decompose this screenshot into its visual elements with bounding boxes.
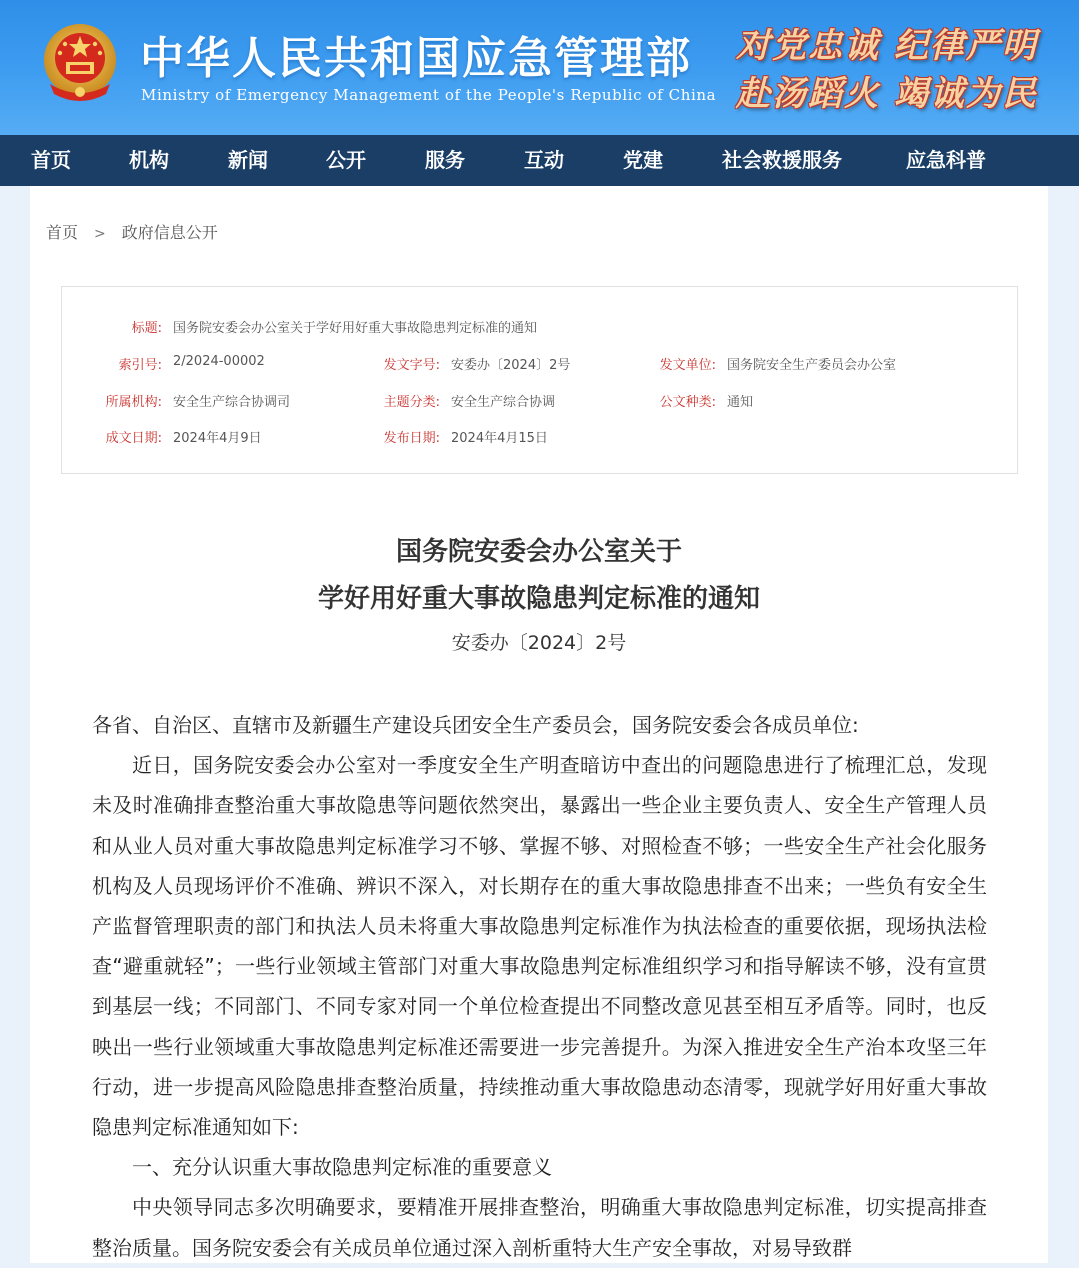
main-nav xyxy=(0,135,1079,186)
document-metadata xyxy=(61,286,1018,474)
nav-item-party[interactable]: 党建 xyxy=(623,148,663,172)
meta-written-label: 成文日期: xyxy=(105,431,162,446)
document-title-line-1: 国务院安委会办公室关于 xyxy=(395,537,682,567)
breadcrumb-current[interactable]: 政府信息公开 xyxy=(121,223,218,242)
meta-docno-value: 安委办〔2024〕2号 xyxy=(451,358,571,373)
meta-index-value: 2/2024-00002 xyxy=(173,354,265,369)
meta-org-label: 所属机构: xyxy=(105,395,162,410)
breadcrumb-home[interactable]: 首页 xyxy=(46,223,79,242)
meta-issuer-label: 发文单位: xyxy=(659,358,716,373)
document-paragraph-2: 中央领导同志多次明确要求，要精准开展排查整治，明确重大事故隐患判定标准，切实提高排查整治质量。国务院安委会有关成员单位通过深入剖析重特大生产安全事故，对易导致群 xyxy=(92,1195,987,1260)
meta-topic-label: 主题分类: xyxy=(383,395,440,410)
nav-item-social-rescue[interactable]: 社会救援服务 xyxy=(722,148,842,172)
site-title[interactable]: 中华人民共和国应急管理部 xyxy=(140,33,692,84)
meta-type-label: 公文种类: xyxy=(659,395,716,410)
meta-docno-label: 发文字号: xyxy=(383,358,440,373)
content-panel xyxy=(30,186,1048,1263)
breadcrumb-separator: > xyxy=(94,226,106,242)
document-paragraph-1: 近日，国务院安委会办公室对一季度安全生产明查暗访中查出的问题隐患进行了梳理汇总，发现未及时准确排查整治重大事故隐患等问题依然突出，暴露出一些企业主要负责人、安全生产管理人员和从业人员对重大事故隐患判定标准学习不够、掌握不够、对照检查不够；一些安全生产社会化服务机构及人员现场评价不准确、辨识不深入，对长期存在的重大事故隐患排查不出来；一些负有安全生产监督管理职责的部门和执法人员未将重大事故隐患判定标准作为执法检查的重要依据，现场执法检查“避重就轻”；一些行业领域主管部门对重大事故隐患判定标准组织学习和指导解读不够，没有宣贯到基层一线；不同部门、不同专家对同一个单位检查提出不同整改意见甚至相互矛盾等。同时，也反映出一些行业领域重大事故隐患判定标准还需要进一步完善提升。为深入推进安全生产治本攻坚三年行动，进一步提高风险隐患排查整治质量，持续推动重大事故隐患动态清零，现就学好用好重大事故隐患判定标准通知如下: xyxy=(92,753,987,1140)
nav-item-news[interactable]: 新闻 xyxy=(228,148,268,172)
meta-org-value: 安全生产综合协调司 xyxy=(173,395,291,410)
document-number: 安委办〔2024〕2号 xyxy=(451,632,627,654)
document-salutation: 各省、自治区、直辖市及新疆生产建设兵团安全生产委员会，国务院安委会各成员单位: xyxy=(92,713,859,737)
meta-type-value: 通知 xyxy=(727,395,754,410)
nav-item-interaction[interactable]: 互动 xyxy=(524,148,564,172)
meta-written-value: 2024年4月9日 xyxy=(173,431,262,446)
document-body xyxy=(92,705,987,1268)
nav-item-services[interactable]: 服务 xyxy=(425,148,465,172)
national-emblem-icon[interactable] xyxy=(40,22,120,104)
meta-index-label: 索引号: xyxy=(118,358,162,373)
meta-published-label: 发布日期: xyxy=(383,431,440,446)
site-header xyxy=(0,0,1079,135)
nav-item-science[interactable]: 应急科普 xyxy=(906,148,986,172)
slogan-line-1: 对党忠诚 纪律严明 xyxy=(736,26,1038,66)
meta-issuer-value: 国务院安全生产委员会办公室 xyxy=(727,358,897,373)
nav-item-home[interactable]: 首页 xyxy=(31,148,71,172)
meta-title-value: 国务院安委会办公室关于学好用好重大事故隐患判定标准的通知 xyxy=(173,321,538,336)
nav-item-disclosure[interactable]: 公开 xyxy=(326,148,366,172)
document-title-line-2: 学好用好重大事故隐患判定标准的通知 xyxy=(317,584,760,614)
nav-item-organization[interactable]: 机构 xyxy=(129,148,169,172)
meta-published-value: 2024年4月15日 xyxy=(451,431,548,446)
breadcrumb xyxy=(46,220,218,243)
document-section-heading-1: 一、充分认识重大事故隐患判定标准的重要意义 xyxy=(132,1155,552,1180)
meta-title-label: 标题: xyxy=(131,321,162,336)
meta-topic-value: 安全生产综合协调 xyxy=(451,395,556,410)
site-subtitle: Ministry of Emergency Management of the People's Republic of China xyxy=(141,86,717,104)
slogan-line-2: 赴汤蹈火 竭诚为民 xyxy=(736,74,1038,114)
